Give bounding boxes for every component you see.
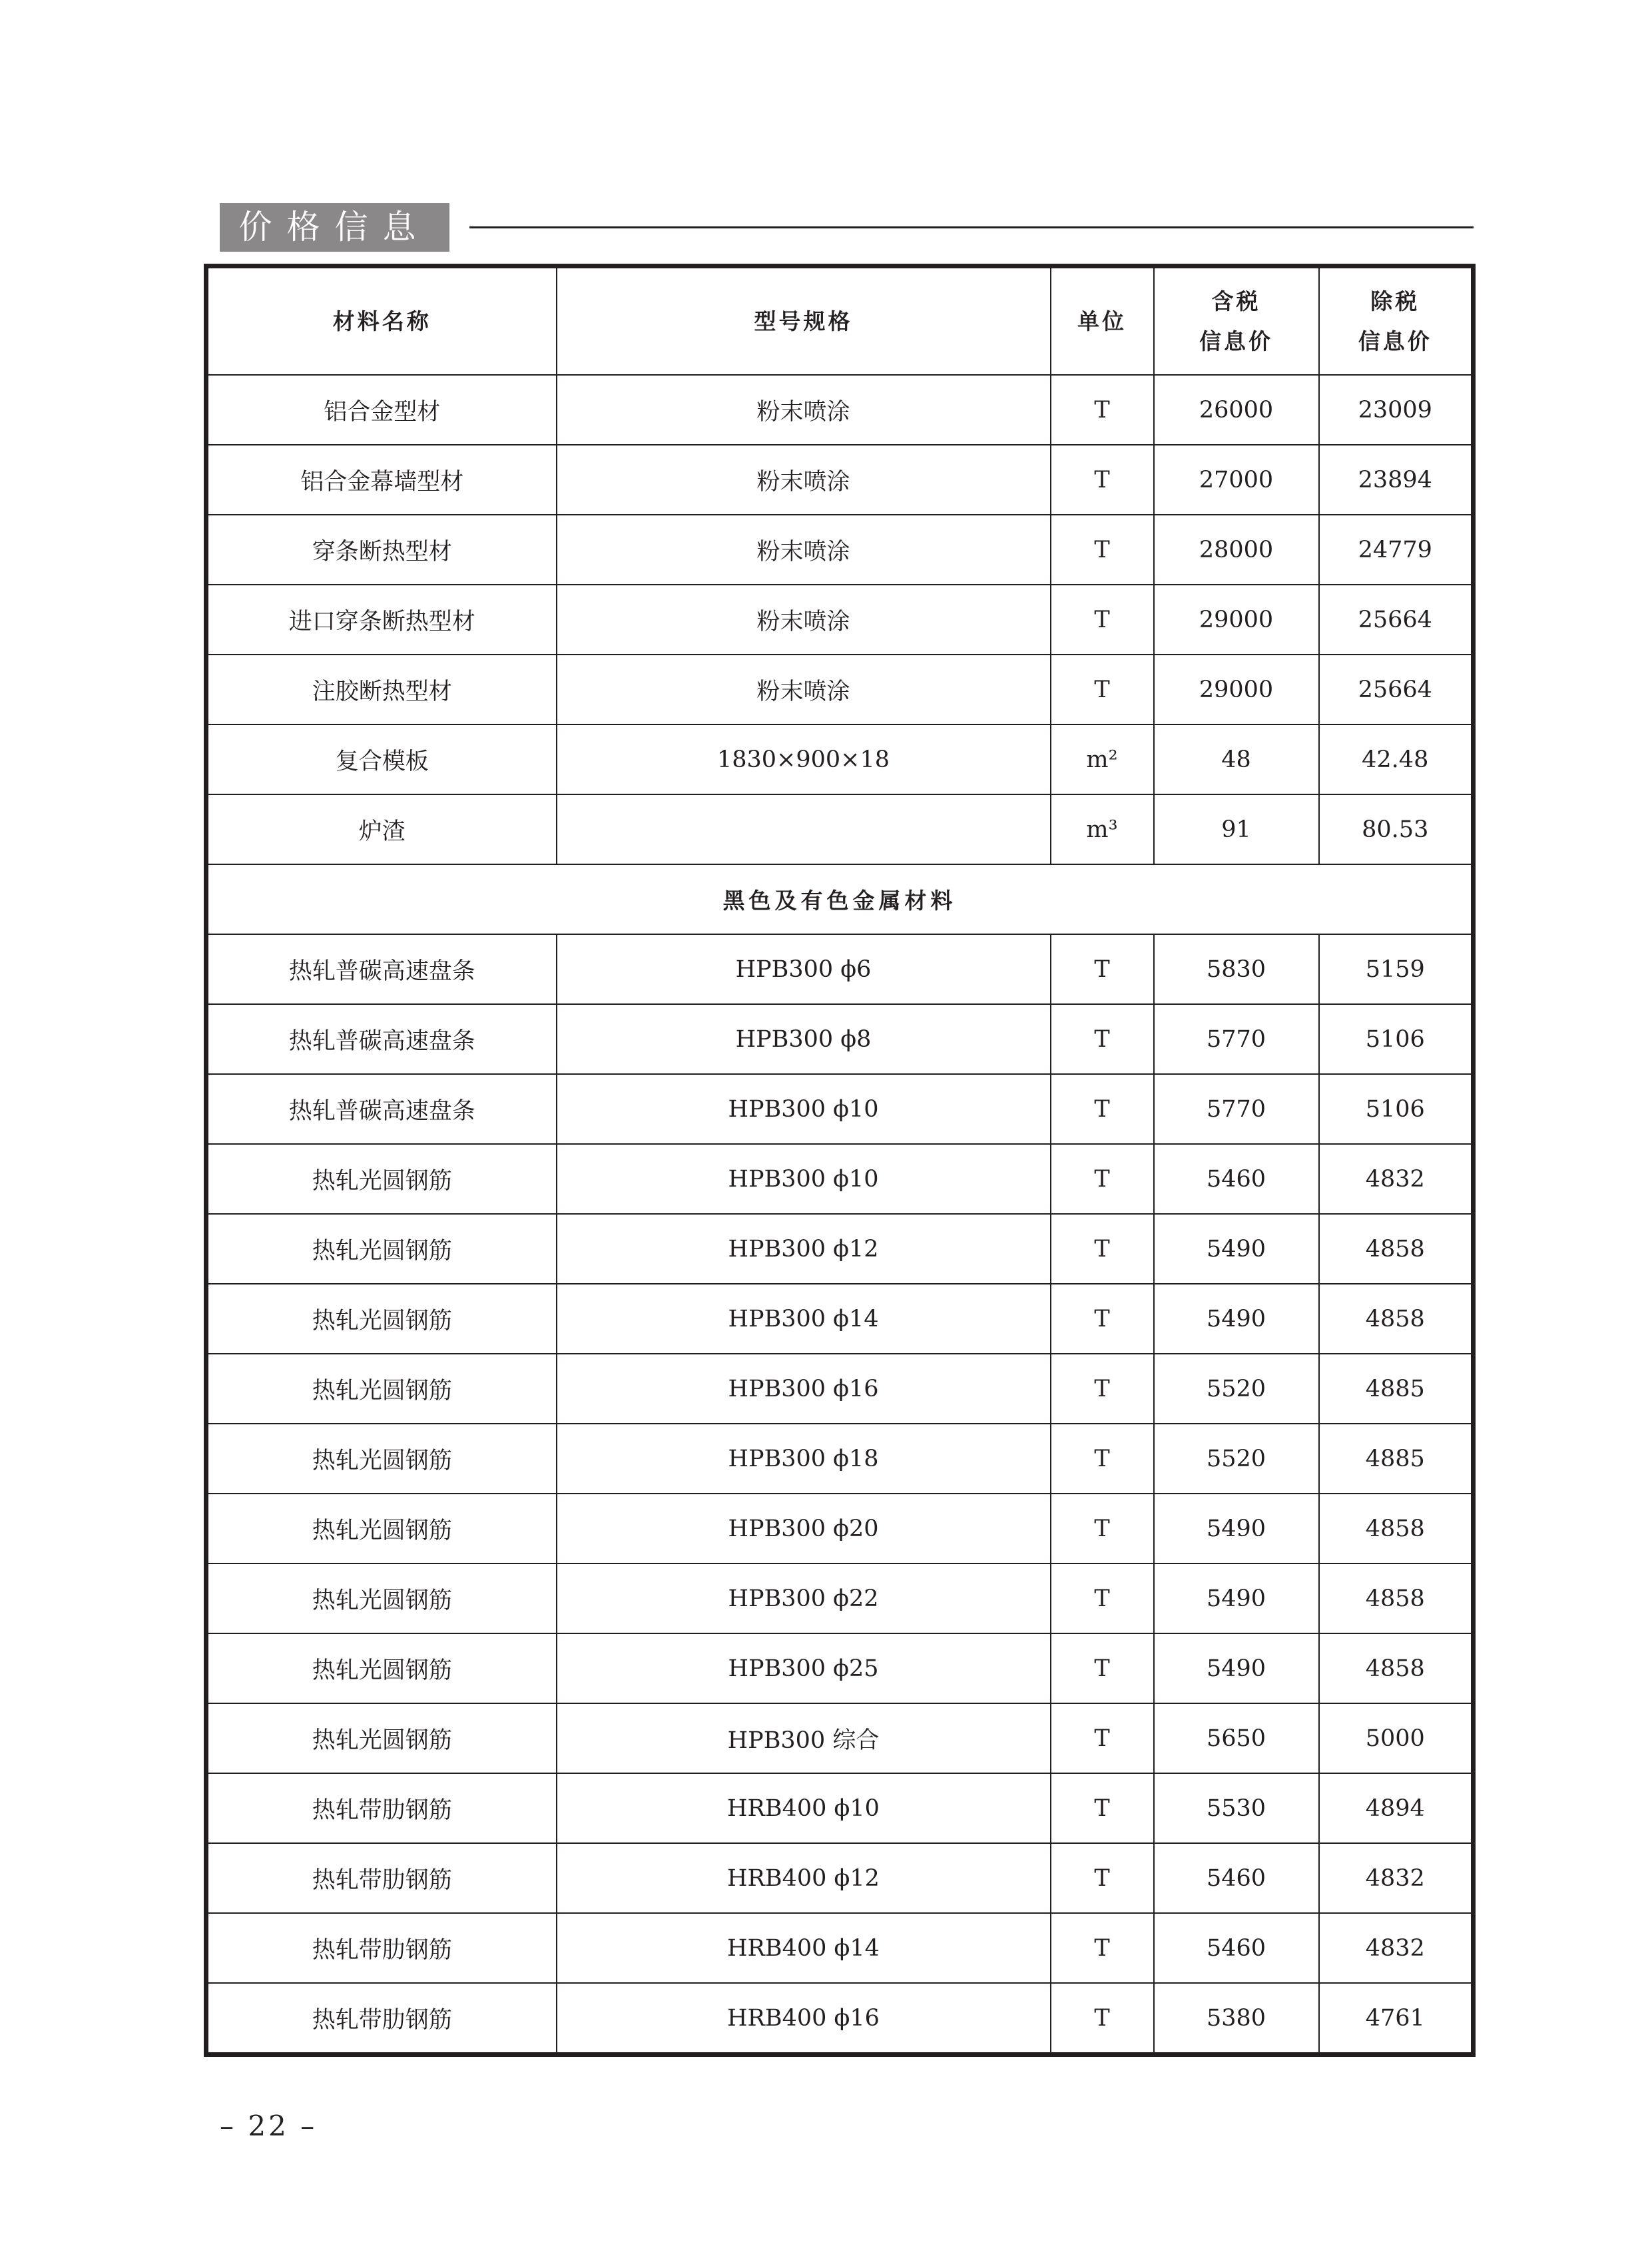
header-tax-included-price [1154, 266, 1319, 376]
cell-unit: T [1051, 1983, 1154, 2055]
cell-price-tax-excluded: 23009 [1319, 375, 1474, 445]
header-tax-excluded-price [1319, 266, 1474, 376]
cell-price-tax-excluded: 4832 [1319, 1913, 1474, 1983]
table-row [206, 1074, 1474, 1144]
cell-price-tax-excluded: 80.53 [1319, 794, 1474, 864]
cell-spec: 粉末喷涂 [557, 655, 1051, 724]
cell-price-tax-excluded: 24779 [1319, 515, 1474, 585]
cell-price-tax-included: 5460 [1154, 1144, 1319, 1214]
table-row [206, 655, 1474, 724]
cell-material-name: 注胶断热型材 [206, 655, 557, 724]
cell-spec: HPB300 ϕ25 [557, 1633, 1051, 1703]
cell-unit: T [1051, 1633, 1154, 1703]
cell-price-tax-excluded: 4858 [1319, 1494, 1474, 1563]
table-row [206, 375, 1474, 445]
table-row [206, 1983, 1474, 2055]
cell-material-name: 进口穿条断热型材 [206, 585, 557, 655]
cell-unit: T [1051, 1424, 1154, 1494]
cell-spec: HPB300 ϕ8 [557, 1004, 1051, 1074]
cell-unit: T [1051, 1284, 1154, 1354]
cell-price-tax-included: 5490 [1154, 1284, 1319, 1354]
cell-material-name: 复合模板 [206, 724, 557, 794]
header-tax-excluded-line1: 除税 [1370, 288, 1420, 314]
cell-spec: HRB400 ϕ10 [557, 1773, 1051, 1843]
cell-price-tax-included: 5770 [1154, 1074, 1319, 1144]
cell-price-tax-excluded: 5106 [1319, 1004, 1474, 1074]
cell-spec: HPB300 ϕ18 [557, 1424, 1051, 1494]
cell-price-tax-included: 5830 [1154, 934, 1319, 1004]
cell-material-name: 热轧普碳高速盘条 [206, 1004, 557, 1074]
cell-unit: T [1051, 1843, 1154, 1913]
cell-material-name: 热轧光圆钢筋 [206, 1633, 557, 1703]
cell-spec: HRB400 ϕ12 [557, 1843, 1051, 1913]
cell-spec: HPB300 ϕ20 [557, 1494, 1051, 1563]
table-header-row [206, 266, 1474, 376]
cell-price-tax-excluded: 4858 [1319, 1633, 1474, 1703]
table-row [206, 1703, 1474, 1773]
category-label: 黑色及有色金属材料 [206, 864, 1474, 934]
cell-material-name: 热轧光圆钢筋 [206, 1424, 557, 1494]
cell-price-tax-included: 91 [1154, 794, 1319, 864]
price-table [204, 264, 1476, 2057]
cell-material-name: 热轧光圆钢筋 [206, 1494, 557, 1563]
cell-price-tax-included: 5490 [1154, 1563, 1319, 1633]
cell-material-name: 热轧带肋钢筋 [206, 1773, 557, 1843]
table-row [206, 515, 1474, 585]
cell-price-tax-included: 29000 [1154, 655, 1319, 724]
cell-price-tax-included: 5770 [1154, 1004, 1319, 1074]
cell-price-tax-included: 26000 [1154, 375, 1319, 445]
cell-price-tax-included: 5490 [1154, 1494, 1319, 1563]
table-row [206, 1214, 1474, 1284]
cell-price-tax-excluded: 25664 [1319, 655, 1474, 724]
cell-material-name: 炉渣 [206, 794, 557, 864]
table-row [206, 1563, 1474, 1633]
cell-unit: m² [1051, 724, 1154, 794]
cell-unit: T [1051, 1004, 1154, 1074]
cell-material-name: 热轧光圆钢筋 [206, 1703, 557, 1773]
table-row [206, 1004, 1474, 1074]
cell-material-name: 热轧光圆钢筋 [206, 1144, 557, 1214]
cell-material-name: 热轧带肋钢筋 [206, 1983, 557, 2055]
cell-unit: T [1051, 655, 1154, 724]
header-unit: 单位 [1051, 266, 1154, 376]
cell-price-tax-included: 28000 [1154, 515, 1319, 585]
table-row [206, 1633, 1474, 1703]
header-tax-excluded-line2: 信息价 [1358, 328, 1432, 354]
cell-unit: T [1051, 1144, 1154, 1214]
cell-spec: HRB400 ϕ14 [557, 1913, 1051, 1983]
cell-unit: T [1051, 375, 1154, 445]
cell-spec: HPB300 综合 [557, 1703, 1051, 1773]
cell-spec: HPB300 ϕ10 [557, 1074, 1051, 1144]
cell-price-tax-excluded: 4858 [1319, 1214, 1474, 1284]
table-row [206, 585, 1474, 655]
cell-material-name: 热轧光圆钢筋 [206, 1214, 557, 1284]
cell-spec: HPB300 ϕ14 [557, 1284, 1051, 1354]
cell-material-name: 穿条断热型材 [206, 515, 557, 585]
cell-material-name: 热轧光圆钢筋 [206, 1284, 557, 1354]
table-category-section [206, 864, 1474, 934]
cell-price-tax-excluded: 4885 [1319, 1424, 1474, 1494]
cell-spec: 粉末喷涂 [557, 445, 1051, 515]
cell-unit: T [1051, 585, 1154, 655]
table-body-materials [206, 375, 1474, 864]
cell-spec: HPB300 ϕ6 [557, 934, 1051, 1004]
cell-unit: T [1051, 1703, 1154, 1773]
cell-price-tax-included: 5520 [1154, 1354, 1319, 1424]
table-row [206, 1913, 1474, 1983]
cell-unit: T [1051, 934, 1154, 1004]
cell-unit: T [1051, 1354, 1154, 1424]
cell-price-tax-excluded: 4832 [1319, 1843, 1474, 1913]
table-row [206, 794, 1474, 864]
cell-price-tax-excluded: 5106 [1319, 1074, 1474, 1144]
page-number: – 22 – [220, 2110, 318, 2142]
table-row [206, 724, 1474, 794]
cell-spec: HPB300 ϕ16 [557, 1354, 1051, 1424]
cell-material-name: 热轧光圆钢筋 [206, 1563, 557, 1633]
cell-material-name: 热轧普碳高速盘条 [206, 934, 557, 1004]
cell-price-tax-included: 27000 [1154, 445, 1319, 515]
table-row [206, 1284, 1474, 1354]
header-spec: 型号规格 [557, 266, 1051, 376]
cell-material-name: 热轧光圆钢筋 [206, 1354, 557, 1424]
cell-spec: HPB300 ϕ12 [557, 1214, 1051, 1284]
cell-price-tax-included: 5380 [1154, 1983, 1319, 2055]
cell-price-tax-included: 5460 [1154, 1913, 1319, 1983]
cell-spec: 1830×900×18 [557, 724, 1051, 794]
cell-unit: T [1051, 515, 1154, 585]
cell-price-tax-included: 5490 [1154, 1633, 1319, 1703]
cell-price-tax-excluded: 4858 [1319, 1284, 1474, 1354]
table-row [206, 1144, 1474, 1214]
cell-spec: HRB400 ϕ16 [557, 1983, 1051, 2055]
cell-unit: T [1051, 445, 1154, 515]
cell-price-tax-excluded: 5000 [1319, 1703, 1474, 1773]
cell-material-name: 热轧带肋钢筋 [206, 1913, 557, 1983]
cell-price-tax-excluded: 25664 [1319, 585, 1474, 655]
cell-price-tax-excluded: 4885 [1319, 1354, 1474, 1424]
header-material-name: 材料名称 [206, 266, 557, 376]
cell-unit: T [1051, 1494, 1154, 1563]
cell-unit: T [1051, 1773, 1154, 1843]
header-tax-included-line1: 含税 [1211, 288, 1261, 314]
header-tax-included-line2: 信息价 [1199, 328, 1273, 354]
cell-unit: T [1051, 1214, 1154, 1284]
cell-spec [557, 794, 1051, 864]
table-row [206, 445, 1474, 515]
cell-material-name: 热轧带肋钢筋 [206, 1843, 557, 1913]
cell-unit: m³ [1051, 794, 1154, 864]
cell-price-tax-excluded: 4832 [1319, 1144, 1474, 1214]
cell-price-tax-included: 48 [1154, 724, 1319, 794]
table-row [206, 1843, 1474, 1913]
cell-unit: T [1051, 1913, 1154, 1983]
cell-spec: 粉末喷涂 [557, 515, 1051, 585]
cell-price-tax-excluded: 4858 [1319, 1563, 1474, 1633]
cell-price-tax-included: 5650 [1154, 1703, 1319, 1773]
cell-price-tax-included: 5530 [1154, 1773, 1319, 1843]
table-row [206, 1424, 1474, 1494]
cell-spec: HPB300 ϕ10 [557, 1144, 1051, 1214]
cell-price-tax-excluded: 42.48 [1319, 724, 1474, 794]
cell-price-tax-excluded: 23894 [1319, 445, 1474, 515]
cell-material-name: 铝合金型材 [206, 375, 557, 445]
cell-spec: 粉末喷涂 [557, 375, 1051, 445]
cell-spec: 粉末喷涂 [557, 585, 1051, 655]
cell-material-name: 热轧普碳高速盘条 [206, 1074, 557, 1144]
cell-unit: T [1051, 1563, 1154, 1633]
cell-price-tax-included: 5460 [1154, 1843, 1319, 1913]
cell-material-name: 铝合金幕墙型材 [206, 445, 557, 515]
category-row [206, 864, 1474, 934]
cell-price-tax-included: 29000 [1154, 585, 1319, 655]
section-title: 价格信息 [220, 203, 449, 252]
table-row [206, 1773, 1474, 1843]
table-row [206, 1354, 1474, 1424]
cell-price-tax-included: 5520 [1154, 1424, 1319, 1494]
cell-price-tax-excluded: 4761 [1319, 1983, 1474, 2055]
section-divider [469, 226, 1474, 228]
cell-unit: T [1051, 1074, 1154, 1144]
table-row [206, 1494, 1474, 1563]
table-body-metals [206, 934, 1474, 2055]
cell-price-tax-excluded: 4894 [1319, 1773, 1474, 1843]
cell-price-tax-included: 5490 [1154, 1214, 1319, 1284]
cell-spec: HPB300 ϕ22 [557, 1563, 1051, 1633]
cell-price-tax-excluded: 5159 [1319, 934, 1474, 1004]
table-row [206, 934, 1474, 1004]
